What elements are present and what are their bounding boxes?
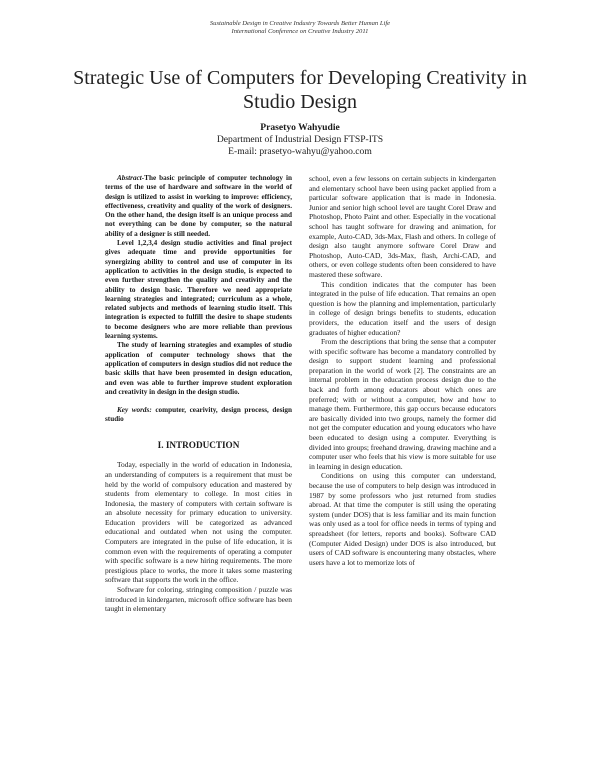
author-name: Prasetyo Wahyudie <box>260 122 340 133</box>
abstract-p1-text: The basic principle of computer technology in terms of the use of hardware and software in the world of design is utilized to assist in working to improve: efficiency, effectiveness, creativity and quality of the work of designers. On the other hand, the design itself is an unique process and not everything can be done by computer, so the natural ability of a designer is still needed. <box>105 174 292 238</box>
intro-paragraph-1: Today, especially in the world of education in Indonesia, an understanding of computers is a requirement that must be held by the world of compulsory education and mastered by students from elementary to college. In most cities in Indonesia, the mastery of computers with certain software is an absolute necessity for primary education to university. Education providers will be categorized as advanced educational and outdated when not using the computer. Computers are integrated in the pulse of life education, it is common even with the requirements of operating a computer with specific software is a new hiring requirements. The more prestigious place to works, the more it takes some mastering software that supports the work in the office. <box>105 460 292 585</box>
abstract-paragraph-3: The study of learning strategies and examples of studio application of computer technology shows that the application of computers in design studios did not reduce the basic skills that have been prosemted in design education, and even was able to further improve student exploration and creativity in design in the design studio. <box>105 341 292 396</box>
right-paragraph-3: From the descriptions that bring the sense that a computer with specific software has become a mandatory controlled by design to support student learning and professional preparation in the world of work [2]. The constraints are an internal problem in the education process design due to the back and forth among educators about which ones are preferred; with or without a computer, how and how to manage them. Furthermore, this gap occurs because educators are basically divided into two groups, namely the former did not get the computer education and young educators who have been educated to design using a computer. Everything is divided into groups; freehand drawing, drawing machine and a computer user who feels that his view is more suitable for use in learning in design education. <box>309 337 496 471</box>
right-paragraph-2: This condition indicates that the computer has been integrated in the pulse of life education. That remains an open question is how the planning and implementation, particularly in college of design brings benefits to students, education providers, the education itself and the users of design graduates of higher education? <box>309 279 496 337</box>
right-paragraph-1: school, even a few lessons on certain subjects in kindergarten and elementary school have been using packet applied from a particular software application that is made in Indonesia. Junior and senior high school level are taught Corel Draw and Photoshop, Photo Paint and other. Especially in the vocational school has taught software for drawing and animation, for example, Auto-CAD, 3ds-Max, Flash and others. In college of design also taught anymore software Corel Draw and Photoshop, Auto-CAD, 3ds-Max, flash, Archi-CAD, and others, or even college students often been considered to have mastered these software. <box>309 174 496 279</box>
keywords-text: computer, cearivity, design process, design studio <box>105 406 292 424</box>
abstract <box>105 174 292 425</box>
introduction-body <box>105 460 292 614</box>
paper-title: Strategic Use of Computers for Developing Creativity in Studio Design <box>73 67 527 113</box>
running-header-line-2: International Conference on Creative Industry 2011 <box>231 28 369 35</box>
keywords-label: Key words: <box>117 406 152 415</box>
intro-paragraph-2: Software for coloring, stringing composition / puzzle was introduced in kindergarten, microsoft office software has been taught in elementary <box>105 585 292 614</box>
left-column <box>105 174 292 614</box>
right-paragraph-4: Conditions on using this computer can understand, because the use of computers to help design was introduced in 1987 by some professors who just returned from studies abroad. At that time the computer is still using the operating system (under DOS) that is less familiar and its main function was only used as a tool for office needs in terms of typing and spreadsheet (for letters, reports and books). Software CAD (Computer Aided Design) under DOS is also introduced, but users of CAD software is encountering many obstacles, where users have a lot to memorize lots of <box>309 471 496 567</box>
running-header <box>0 20 600 36</box>
author-affiliation: Department of Industrial Design FTSP-ITS <box>216 134 384 145</box>
author-email: E-mail: prasetyo-wahyu@yahoo.com <box>228 146 372 157</box>
abstract-paragraph-2: Level 1,2,3,4 design studio activities and final project gives adequate time and provide opportunities for synergizing ability to control and use of computer in its application to activities in the design studio, is expected to even further strengthen the quality and creativity and the ability to design basic. Therefore we need appropriate learning strategies and integrated; curriculum as a whole, related subjects and methods of learning studio itself. This integration is expected to fulfill the desire to shape students to become designers who are more reliable than previous learning systems. <box>105 239 292 341</box>
running-header-line-1: Sustainable Design in Creative Industry Towards Better Human Life <box>209 20 391 27</box>
abstract-label: Abstract- <box>117 174 145 182</box>
abstract-paragraph-1 <box>105 174 292 239</box>
section-heading-introduction: I. INTRODUCTION <box>157 439 240 450</box>
right-column <box>309 174 496 567</box>
author-block <box>0 122 600 158</box>
keywords <box>105 406 292 425</box>
